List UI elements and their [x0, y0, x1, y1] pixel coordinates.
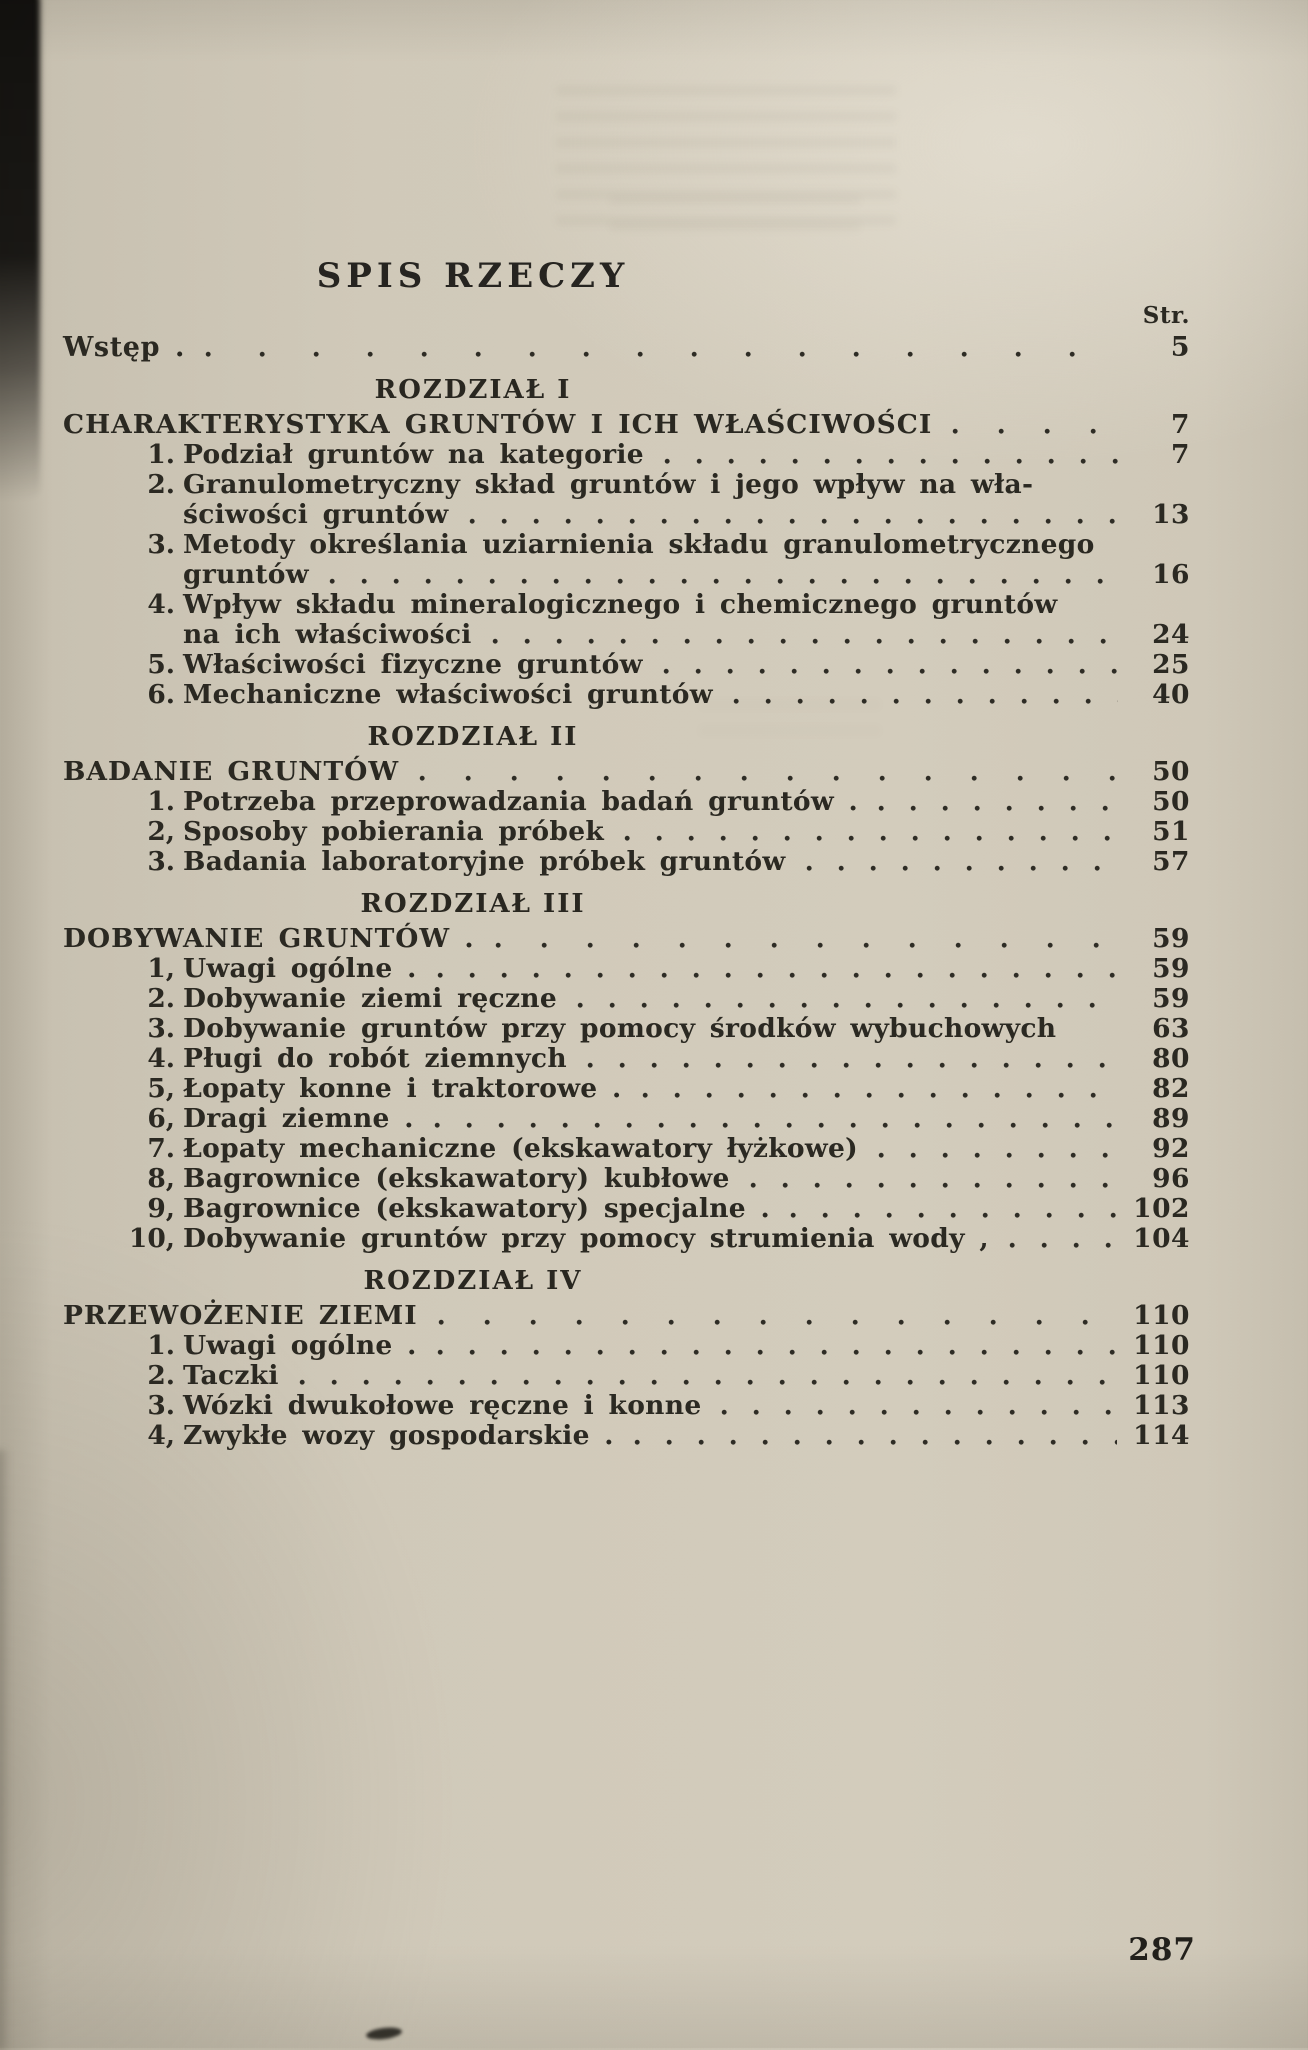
entry-text: DOBYWANIE GRUNTÓW .	[63, 923, 475, 954]
entry-text: Pługi do robót ziemnych	[183, 1043, 567, 1074]
entry-number: 3.	[147, 1013, 175, 1044]
toc-entry	[63, 333, 1190, 363]
entry-page-number: 57	[1152, 846, 1190, 877]
dot-leader	[790, 1212, 1117, 1219]
entry-text: Łopaty mechaniczne (ekskawatory łyżkowe)	[183, 1133, 858, 1164]
dot-leader	[492, 638, 1118, 645]
entry-text: Granulometryczny skład gruntów i jego wpływ na wła-	[183, 469, 1034, 500]
entry-page-number: 113	[1133, 1390, 1190, 1421]
entry-number: 9,	[147, 1193, 175, 1224]
entry-text: na ich właściwości	[183, 619, 472, 650]
entry-text: PRZEWOŻENIE ZIEMI	[63, 1300, 418, 1331]
toc-entry	[63, 1164, 1190, 1194]
entry-page-number: 25	[1152, 649, 1190, 680]
dot-leader	[205, 351, 1118, 358]
toc-entry	[63, 410, 1190, 440]
toc-entry	[63, 620, 1190, 650]
entry-page-number: 82	[1152, 1073, 1190, 1104]
dot-leader	[750, 1182, 1118, 1189]
entry-text: Łopaty konne i traktorowe .	[183, 1073, 622, 1104]
toc-entry	[63, 500, 1190, 530]
entry-number: 6.	[147, 679, 175, 710]
toc-entry	[63, 1361, 1190, 1391]
dot-leader	[437, 972, 1118, 979]
dot-leader	[577, 1002, 1118, 1009]
entry-number: 1.	[147, 786, 175, 817]
dot-leader	[664, 458, 1118, 465]
entry-number: 5.	[147, 649, 175, 680]
entry-text: gruntów	[183, 559, 309, 590]
chapter-heading: ROZDZIAŁ III	[360, 889, 586, 919]
dot-leader	[634, 1439, 1117, 1446]
toc-entry	[63, 984, 1190, 1014]
entry-page-number: 59	[1152, 983, 1190, 1014]
entry-text: Wózki dwukołowe ręczne i konne	[183, 1390, 702, 1421]
entry-page-number: 5	[1170, 332, 1190, 363]
dot-leader	[299, 1379, 1117, 1386]
toc-entry	[63, 1104, 1190, 1134]
entry-text: ściwości gruntów	[183, 499, 449, 530]
dot-leader	[878, 805, 1118, 812]
entry-page-number: 51	[1152, 816, 1190, 847]
entry-page-number: 50	[1152, 756, 1190, 787]
dot-leader	[733, 698, 1118, 705]
entry-page-number: 13	[1152, 499, 1190, 530]
toc-entry	[63, 817, 1190, 847]
dot-leader	[434, 1122, 1118, 1129]
entry-number: 4.	[147, 1043, 175, 1074]
entry-page-number: 24	[1152, 619, 1190, 650]
table-of-contents	[63, 333, 1190, 1451]
toc-entry	[63, 530, 1190, 560]
entry-number: 10,	[128, 1223, 175, 1254]
dot-leader	[663, 668, 1118, 675]
entry-number: 2.	[147, 469, 175, 500]
entry-text: Uwagi ogólne .	[183, 1330, 417, 1361]
entry-page-number: 50	[1152, 786, 1190, 817]
entry-page-number: 63	[1152, 1013, 1190, 1044]
entry-number: 4.	[147, 589, 175, 620]
toc-entry	[63, 680, 1190, 710]
entry-page-number: 89	[1152, 1103, 1190, 1134]
toc-entry	[63, 1331, 1190, 1361]
entry-number: 3.	[147, 529, 175, 560]
entry-text: Uwagi ogólne .	[183, 953, 417, 984]
entry-page-number: 16	[1152, 559, 1190, 590]
entry-text: Bagrownice (ekskawatory) specjalne .	[183, 1193, 770, 1224]
entry-text: Sposoby pobierania próbek	[183, 816, 605, 847]
dot-leader	[624, 835, 1118, 842]
dot-leader	[587, 1062, 1118, 1069]
entry-number: 3.	[147, 1390, 175, 1421]
toc-entry	[63, 1224, 1190, 1254]
entry-text: Wstęp .	[63, 332, 186, 363]
entry-text: Bagrownice (ekskawatory) kubłowe	[183, 1163, 730, 1194]
page-content	[63, 0, 1190, 1451]
entry-page-number: 7	[1171, 409, 1190, 440]
entry-text: Dragi ziemne .	[183, 1103, 414, 1134]
toc-entry	[63, 1074, 1190, 1104]
toc-entry	[63, 1301, 1190, 1331]
entry-number: 1.	[147, 439, 175, 470]
entry-page-number: 7	[1171, 439, 1190, 470]
entry-text: Właściwości fizyczne gruntów	[183, 649, 643, 680]
dot-leader	[806, 865, 1119, 872]
entry-number: 8,	[147, 1163, 175, 1194]
book-binding-shadow	[0, 0, 40, 500]
entry-text: Badania laboratoryjne próbek gruntów	[183, 846, 786, 877]
dot-leader	[469, 518, 1118, 525]
toc-entry	[63, 470, 1190, 500]
dot-leader	[495, 942, 1118, 949]
entry-number: 1,	[147, 953, 175, 984]
toc-entry	[63, 1194, 1190, 1224]
ink-speck	[365, 2026, 402, 2041]
toc-entry	[63, 1044, 1190, 1074]
entry-page-number: 59	[1152, 923, 1190, 954]
entry-text: BADANIE GRUNTÓW	[63, 756, 400, 787]
entry-number: 7.	[147, 1133, 175, 1164]
page-title: SPIS RZECZY	[316, 256, 630, 296]
entry-page-number: 110	[1133, 1300, 1190, 1331]
entry-number: 5,	[147, 1073, 175, 1104]
entry-page-number: 102	[1133, 1193, 1190, 1224]
entry-text: Zwykłe wozy gospodarskie .	[183, 1420, 614, 1451]
entry-text: Mechaniczne właściwości gruntów	[183, 679, 713, 710]
toc-entry	[63, 650, 1190, 680]
toc-entry	[63, 924, 1190, 954]
entry-text: Dobywanie gruntów przy pomocy środków wybuchowych	[183, 1013, 1057, 1044]
toc-entry	[63, 1391, 1190, 1421]
entry-page-number: 80	[1152, 1043, 1190, 1074]
entry-text: CHARAKTERYSTYKA GRUNTÓW I ICH WŁAŚCIWOŚCI	[63, 409, 933, 440]
dot-leader	[1076, 1032, 1118, 1039]
toc-entry	[63, 1421, 1190, 1451]
entry-text: Dobywanie gruntów przy pomocy strumienia wody ,	[183, 1223, 989, 1254]
entry-text: Potrzeba przeprowadzania badań gruntów .	[183, 786, 859, 817]
entry-page-number: 92	[1152, 1133, 1190, 1164]
dot-leader	[329, 578, 1118, 585]
chapter-heading: ROZDZIAŁ II	[367, 722, 579, 752]
entry-number: 6,	[147, 1103, 175, 1134]
toc-entry	[63, 1134, 1190, 1164]
entry-number: 2.	[147, 1360, 175, 1391]
entry-page-number: 104	[1133, 1223, 1190, 1254]
toc-entry	[63, 440, 1190, 470]
toc-entry	[63, 787, 1190, 817]
entry-page-number: 110	[1133, 1330, 1190, 1361]
dot-leader	[437, 1349, 1118, 1356]
dot-leader	[721, 1409, 1117, 1416]
entry-page-number: 40	[1152, 679, 1190, 710]
entry-text: Dobywanie ziemi ręczne	[183, 983, 558, 1014]
chapter-heading: ROZDZIAŁ IV	[363, 1266, 583, 1296]
entry-page-number: 59	[1152, 953, 1190, 984]
entry-page-number: 114	[1133, 1420, 1190, 1451]
page-column-label: Str.	[1142, 302, 1190, 329]
entry-number: 3.	[147, 846, 175, 877]
dot-leader	[419, 775, 1118, 782]
dot-leader	[1009, 1242, 1117, 1249]
entry-page-number: 96	[1152, 1163, 1190, 1194]
dot-leader	[952, 428, 1118, 435]
entry-text: Metody określania uziarnienia składu granulometrycznego	[183, 529, 1095, 560]
toc-entry	[63, 1014, 1190, 1044]
entry-number: 2,	[147, 816, 175, 847]
entry-page-number: 110	[1133, 1360, 1190, 1391]
entry-text: Taczki	[183, 1360, 279, 1391]
folio-page-number: 287	[1128, 1932, 1196, 1968]
entry-number: 2.	[147, 983, 175, 1014]
toc-entry	[63, 560, 1190, 590]
toc-entry	[63, 847, 1190, 877]
entry-number: 1.	[147, 1330, 175, 1361]
chapter-heading: ROZDZIAŁ I	[374, 375, 572, 405]
toc-entry	[63, 757, 1190, 787]
entry-text: Wpływ składu mineralogicznego i chemicznego gruntów	[183, 589, 1058, 620]
toc-entry	[63, 590, 1190, 620]
page-left-edge-shadow	[0, 1450, 10, 2050]
dot-leader	[438, 1319, 1118, 1326]
entry-text: Podział gruntów na kategorie	[183, 439, 644, 470]
dot-leader	[642, 1092, 1118, 1099]
entry-number: 4,	[147, 1420, 175, 1451]
toc-entry	[63, 954, 1190, 984]
dot-leader	[878, 1152, 1118, 1159]
